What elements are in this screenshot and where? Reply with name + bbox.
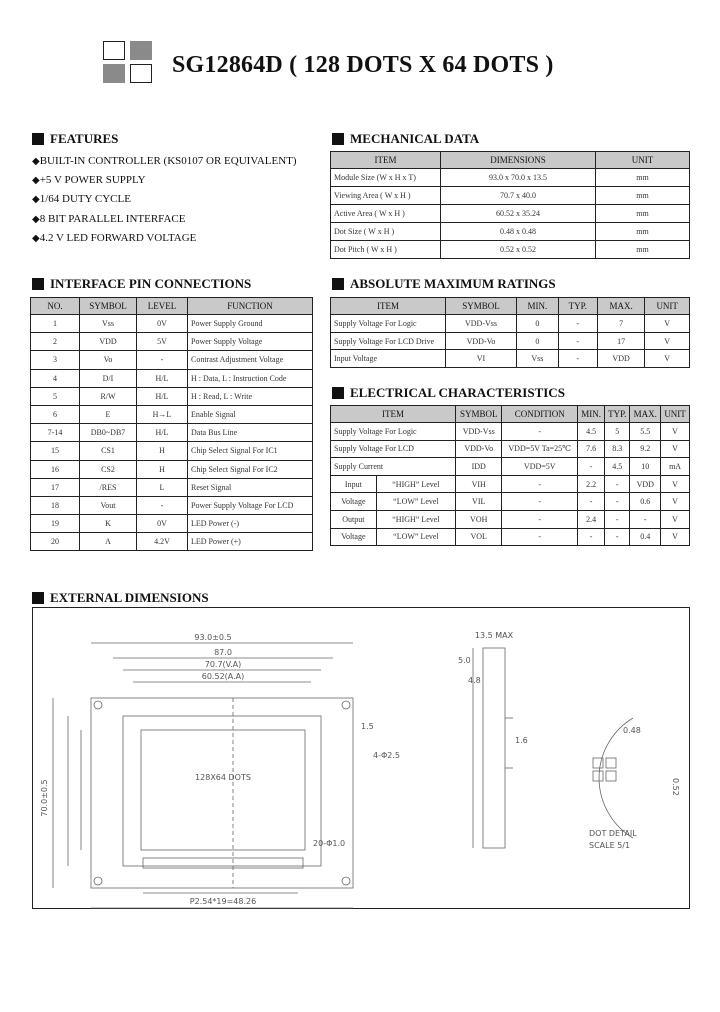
- pins-cell: Chip Select Signal For IC2: [188, 460, 313, 478]
- electrical-cell: -: [502, 493, 578, 511]
- table-row: [31, 387, 313, 405]
- electrical-cell: V: [661, 528, 690, 546]
- mechanical-cell: Dot Size ( W x H ): [331, 223, 441, 241]
- mechanical-cell: Viewing Area ( W x H ): [331, 187, 441, 205]
- table-row: [331, 223, 690, 241]
- electrical-cell: V: [661, 440, 690, 458]
- electrical-cell: Supply Voltage For Logic: [331, 423, 456, 441]
- pins-cell: 19: [31, 515, 80, 533]
- table-row: [331, 440, 690, 458]
- electrical-cell: 7.6: [578, 440, 605, 458]
- pins-cell: 0V: [137, 315, 188, 333]
- dim-height: 70.0±0.5: [40, 779, 49, 817]
- electrical-cell: VIL: [456, 493, 502, 511]
- dim-view-width: 70.7(V.A): [204, 660, 242, 669]
- absolute-cell: V: [645, 350, 690, 368]
- table-row: [331, 423, 690, 441]
- pins-cell: 16: [31, 460, 80, 478]
- electrical-cell: -: [578, 528, 605, 546]
- pins-cell: CS2: [80, 460, 137, 478]
- mechanical-heading: MECHANICAL DATA: [332, 131, 479, 147]
- table-row: [31, 369, 313, 387]
- absolute-cell: Supply Voltage For Logic: [331, 315, 446, 333]
- electrical-cell: -: [605, 493, 630, 511]
- feature-item: ◆ 1/64 DUTY CYCLE: [32, 190, 297, 209]
- pins-cell: H : Data, L : Instruction Code: [188, 369, 313, 387]
- electrical-cell: VIH: [456, 475, 502, 493]
- pins-cell: CS1: [80, 442, 137, 460]
- mechanical-cell: Dot Pitch ( W x H ): [331, 241, 441, 259]
- electrical-col-header: CONDITION: [502, 406, 578, 423]
- pins-cell: -: [137, 351, 188, 369]
- external-heading: EXTERNAL DIMENSIONS: [32, 590, 209, 606]
- dim-thk-b: 4.8: [468, 676, 481, 685]
- pins-cell: 3: [31, 351, 80, 369]
- table-row: [31, 315, 313, 333]
- electrical-cell: V: [661, 493, 690, 511]
- electrical-cell: VOH: [456, 510, 502, 528]
- page-title: SG12864D ( 128 DOTS X 64 DOTS ): [172, 52, 554, 78]
- section-bullet-icon: [332, 387, 344, 399]
- pins-cell: H: [137, 442, 188, 460]
- electrical-cell: IDD: [456, 458, 502, 476]
- table-row: [31, 424, 313, 442]
- mechanical-cell: mm: [596, 169, 690, 187]
- electrical-cell: 5: [605, 423, 630, 441]
- pins-col-header: FUNCTION: [188, 298, 313, 315]
- pins-cell: Vout: [80, 496, 137, 514]
- dim-outer-width: 93.0±0.5: [194, 633, 232, 642]
- feature-item: ◆ 8 BIT PARALLEL INTERFACE: [32, 210, 297, 229]
- absolute-cell: 0: [517, 332, 559, 350]
- electrical-col-header: SYMBOL: [456, 406, 502, 423]
- absolute-cell: -: [558, 350, 597, 368]
- section-bullet-icon: [32, 278, 44, 290]
- pins-cell: 6: [31, 405, 80, 423]
- electrical-cell: mA: [661, 458, 690, 476]
- electrical-cell: “LOW” Level: [376, 493, 455, 511]
- pins-cell: D/I: [80, 369, 137, 387]
- electrical-table: [330, 405, 690, 546]
- dim-module-thickness: 13.5 MAX: [474, 631, 514, 640]
- table-row: [31, 478, 313, 496]
- table-row: [331, 332, 690, 350]
- electrical-cell: -: [605, 510, 630, 528]
- table-row: [31, 405, 313, 423]
- electrical-cell: Voltage: [331, 528, 377, 546]
- electrical-cell: -: [605, 528, 630, 546]
- electrical-col-header: MAX.: [630, 406, 661, 423]
- pins-cell: H : Read, L : Write: [188, 387, 313, 405]
- electrical-cell: -: [605, 475, 630, 493]
- table-row: [31, 460, 313, 478]
- electrical-cell: VDD=5V: [502, 458, 578, 476]
- dim-pcb: 1.6: [515, 736, 528, 745]
- pins-cell: A: [80, 533, 137, 551]
- electrical-cell: 8.3: [605, 440, 630, 458]
- dim-dot-size: 0.48: [623, 726, 641, 735]
- pins-col-header: LEVEL: [137, 298, 188, 315]
- dim-hole-offset: 1.5: [361, 722, 374, 731]
- absolute-cell: Supply Voltage For LCD Drive: [331, 332, 446, 350]
- electrical-cell: 2.4: [578, 510, 605, 528]
- electrical-cell: “HIGH” Level: [376, 510, 455, 528]
- pins-cell: 17: [31, 478, 80, 496]
- table-row: [331, 169, 690, 187]
- mechanical-cell: 93.0 x 70.0 x 13.5: [441, 169, 596, 187]
- dot-detail-label: DOT DETAIL: [589, 829, 637, 838]
- absolute-cell: VI: [446, 350, 517, 368]
- pins-cell: 5V: [137, 333, 188, 351]
- electrical-cell: 0.4: [630, 528, 661, 546]
- pins-cell: E: [80, 405, 137, 423]
- pins-cell: 1: [31, 315, 80, 333]
- electrical-cell: 9.2: [630, 440, 661, 458]
- pins-cell: VDD: [80, 333, 137, 351]
- electrical-cell: Input: [331, 475, 377, 493]
- pins-cell: Reset Signal: [188, 478, 313, 496]
- electrical-cell: -: [502, 528, 578, 546]
- pins-cell: 20: [31, 533, 80, 551]
- pins-cell: LED Power (-): [188, 515, 313, 533]
- pins-cell: R/W: [80, 387, 137, 405]
- dim-bezel-width: 87.0: [214, 648, 232, 657]
- absolute-cell: -: [558, 315, 597, 333]
- pins-col-header: SYMBOL: [80, 298, 137, 315]
- feature-item: ◆ +5 V POWER SUPPLY: [32, 171, 297, 190]
- electrical-heading: ELECTRICAL CHARACTERISTICS: [332, 385, 565, 401]
- pins-cell: 18: [31, 496, 80, 514]
- dot-detail-scale: SCALE 5/1: [589, 841, 631, 850]
- pins-cell: H→L: [137, 405, 188, 423]
- feature-item: ◆ BUILT-IN CONTROLLER (KS0107 OR EQUIVALENT): [32, 152, 297, 171]
- absolute-cell: 17: [597, 332, 645, 350]
- absolute-cell: V: [645, 315, 690, 333]
- absolute-col-header: ITEM: [331, 298, 446, 315]
- dim-active-width: 60.52(A.A): [201, 672, 245, 681]
- electrical-col-header: MIN.: [578, 406, 605, 423]
- pins-cell: -: [137, 496, 188, 514]
- electrical-cell: -: [502, 423, 578, 441]
- electrical-cell: 2.2: [578, 475, 605, 493]
- mechanical-col-header: ITEM: [331, 152, 441, 169]
- section-bullet-icon: [332, 133, 344, 145]
- electrical-col-header: ITEM: [331, 406, 456, 423]
- absolute-cell: VDD-Vo: [446, 332, 517, 350]
- pins-cell: 15: [31, 442, 80, 460]
- absolute-col-header: TYP.: [558, 298, 597, 315]
- pin-header: [143, 858, 303, 868]
- table-row: [331, 350, 690, 368]
- features-list: [32, 152, 297, 248]
- table-row: [331, 510, 690, 528]
- mechanical-cell: Active Area ( W x H ): [331, 205, 441, 223]
- dim-display-dots: 128X64 DOTS: [195, 773, 251, 782]
- pins-col-header: NO.: [31, 298, 80, 315]
- table-row: [331, 241, 690, 259]
- electrical-cell: “LOW” Level: [376, 528, 455, 546]
- dim-pin-pitch: P2.54*19=48.26: [189, 897, 257, 906]
- table-row: [331, 493, 690, 511]
- pins-cell: DB0~DB7: [80, 424, 137, 442]
- mechanical-cell: 60.52 x 35.24: [441, 205, 596, 223]
- absolute-col-header: UNIT: [645, 298, 690, 315]
- mechanical-cell: mm: [596, 205, 690, 223]
- electrical-cell: -: [578, 493, 605, 511]
- pins-cell: /RES: [80, 478, 137, 496]
- electrical-cell: “HIGH” Level: [376, 475, 455, 493]
- electrical-cell: 10: [630, 458, 661, 476]
- side-view: [483, 648, 505, 848]
- pins-cell: Power Supply Voltage For LCD: [188, 496, 313, 514]
- table-row: [31, 515, 313, 533]
- absolute-cell: -: [558, 332, 597, 350]
- absolute-cell: Input Voltage: [331, 350, 446, 368]
- electrical-cell: 4.5: [605, 458, 630, 476]
- dimension-drawing-svg: [33, 608, 691, 910]
- pins-cell: 7-14: [31, 424, 80, 442]
- mechanical-cell: mm: [596, 187, 690, 205]
- electrical-cell: 5.5: [630, 423, 661, 441]
- pins-cell: H/L: [137, 387, 188, 405]
- module-outline: [91, 698, 353, 888]
- pins-cell: L: [137, 478, 188, 496]
- pins-cell: 2: [31, 333, 80, 351]
- electrical-cell: 4.5: [578, 423, 605, 441]
- absolute-cell: 0: [517, 315, 559, 333]
- table-row: [331, 315, 690, 333]
- electrical-col-header: UNIT: [661, 406, 690, 423]
- mechanical-cell: 70.7 x 40.0: [441, 187, 596, 205]
- pins-cell: K: [80, 515, 137, 533]
- electrical-cell: V: [661, 423, 690, 441]
- table-row: [31, 533, 313, 551]
- pins-cell: Enable Signal: [188, 405, 313, 423]
- electrical-col-header: TYP.: [605, 406, 630, 423]
- electrical-cell: Voltage: [331, 493, 377, 511]
- pins-cell: H: [137, 460, 188, 478]
- pins-cell: H/L: [137, 424, 188, 442]
- pins-heading: INTERFACE PIN CONNECTIONS: [32, 276, 251, 292]
- pins-cell: Power Supply Ground: [188, 315, 313, 333]
- dim-thk-a: 5.0: [458, 656, 471, 665]
- pins-cell: 0V: [137, 515, 188, 533]
- table-row: [331, 187, 690, 205]
- absolute-cell: VDD-Vss: [446, 315, 517, 333]
- electrical-cell: VDD=5V Ta=25℃: [502, 440, 578, 458]
- table-row: [31, 496, 313, 514]
- absolute-col-header: SYMBOL: [446, 298, 517, 315]
- table-row: [331, 205, 690, 223]
- absolute-table: [330, 297, 690, 368]
- pins-cell: Data Bus Line: [188, 424, 313, 442]
- table-row: [331, 458, 690, 476]
- dimension-drawing: [32, 607, 690, 909]
- electrical-cell: 0.6: [630, 493, 661, 511]
- electrical-cell: Supply Voltage For LCD: [331, 440, 456, 458]
- pins-cell: Power Supply Voltage: [188, 333, 313, 351]
- mechanical-table: [330, 151, 690, 259]
- pins-cell: H/L: [137, 369, 188, 387]
- electrical-cell: -: [502, 510, 578, 528]
- pins-cell: 5: [31, 387, 80, 405]
- electrical-cell: -: [578, 458, 605, 476]
- absolute-cell: Vss: [517, 350, 559, 368]
- table-row: [331, 528, 690, 546]
- feature-item: ◆ 4.2 V LED FORWARD VOLTAGE: [32, 229, 297, 248]
- section-bullet-icon: [32, 133, 44, 145]
- pins-cell: Vo: [80, 351, 137, 369]
- features-heading: FEATURES: [32, 131, 118, 147]
- electrical-cell: -: [502, 475, 578, 493]
- absolute-heading: ABSOLUTE MAXIMUM RATINGS: [332, 276, 556, 292]
- electrical-cell: VOL: [456, 528, 502, 546]
- mechanical-cell: 0.48 x 0.48: [441, 223, 596, 241]
- table-row: [31, 333, 313, 351]
- section-bullet-icon: [332, 278, 344, 290]
- electrical-cell: -: [630, 510, 661, 528]
- mechanical-cell: mm: [596, 223, 690, 241]
- electrical-cell: V: [661, 475, 690, 493]
- mechanical-col-header: UNIT: [596, 152, 690, 169]
- section-bullet-icon: [32, 592, 44, 604]
- pins-cell: Chip Select Signal For IC1: [188, 442, 313, 460]
- company-logo: [103, 41, 153, 83]
- pin-table: [30, 297, 313, 551]
- mechanical-cell: mm: [596, 241, 690, 259]
- absolute-col-header: MAX.: [597, 298, 645, 315]
- pins-cell: 4.2V: [137, 533, 188, 551]
- dim-dot-pitch: 0.52: [671, 778, 680, 796]
- pins-cell: Contrast Adjustment Voltage: [188, 351, 313, 369]
- mechanical-cell: Module Size (W x H x T): [331, 169, 441, 187]
- table-row: [31, 351, 313, 369]
- mechanical-cell: 0.52 x 0.52: [441, 241, 596, 259]
- absolute-cell: 7: [597, 315, 645, 333]
- table-row: [31, 442, 313, 460]
- absolute-cell: VDD: [597, 350, 645, 368]
- electrical-cell: V: [661, 510, 690, 528]
- electrical-cell: VDD-Vo: [456, 440, 502, 458]
- pins-cell: Vss: [80, 315, 137, 333]
- electrical-cell: Output: [331, 510, 377, 528]
- pins-cell: 4: [31, 369, 80, 387]
- dim-hole: 4-Φ2.5: [373, 751, 400, 760]
- electrical-cell: Supply Current: [331, 458, 456, 476]
- mechanical-col-header: DIMENSIONS: [441, 152, 596, 169]
- dim-pin-block: 20-Φ1.0: [313, 839, 346, 848]
- table-row: [331, 475, 690, 493]
- pins-cell: LED Power (+): [188, 533, 313, 551]
- absolute-col-header: MIN.: [517, 298, 559, 315]
- absolute-cell: V: [645, 332, 690, 350]
- electrical-cell: VDD: [630, 475, 661, 493]
- electrical-cell: VDD-Vss: [456, 423, 502, 441]
